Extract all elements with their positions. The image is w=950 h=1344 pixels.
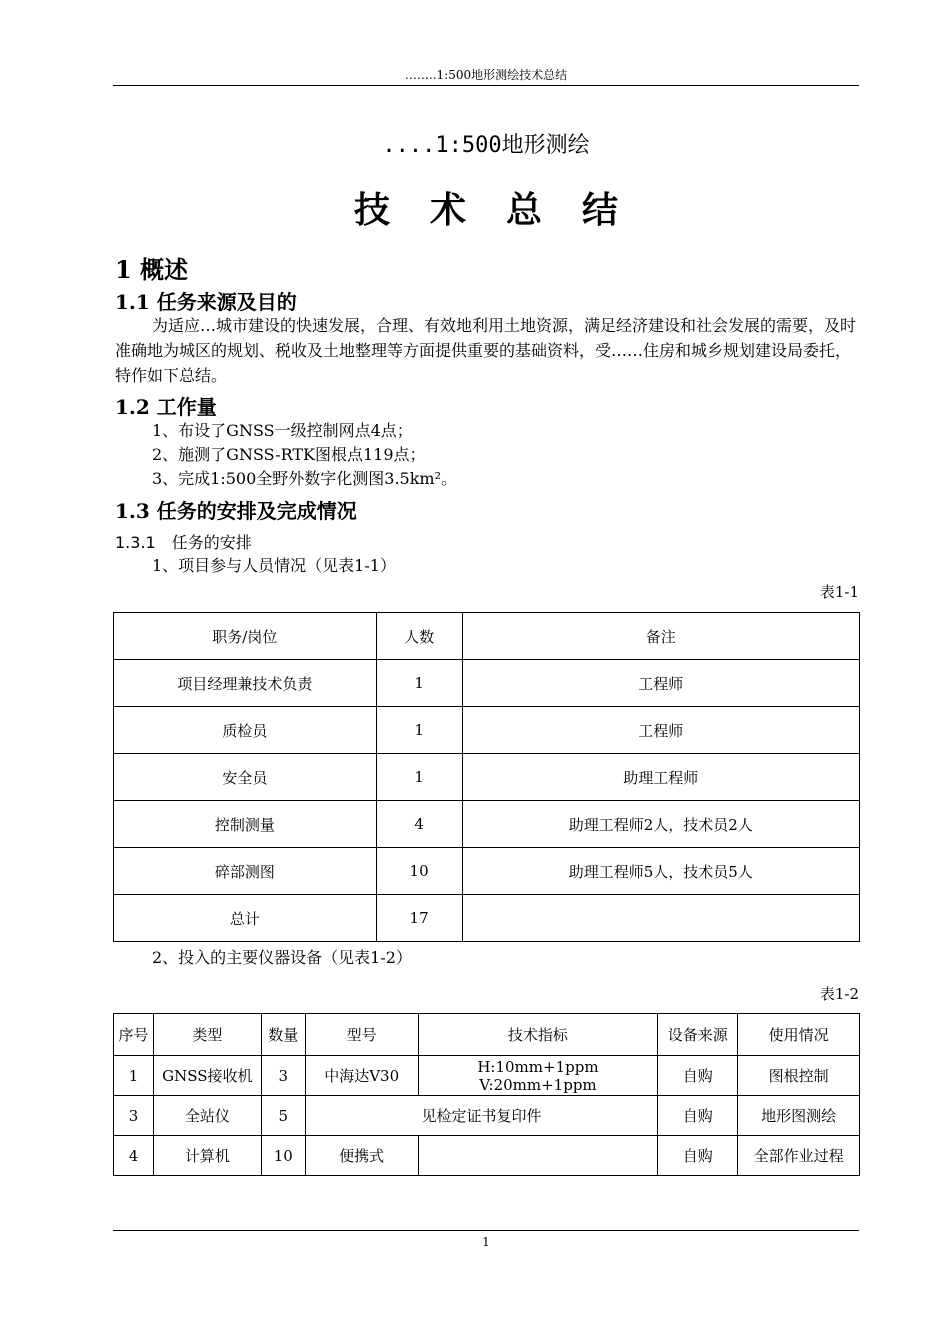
table-cell: 1: [114, 1056, 154, 1096]
section-1-heading: 1 概述: [115, 255, 189, 284]
table-cell: 4: [114, 1136, 154, 1176]
table-cell: 自购: [658, 1096, 738, 1136]
table-cell: 10: [376, 848, 462, 895]
table-1-1-caption: 表1-1: [819, 583, 859, 601]
table-cell: 自购: [658, 1056, 738, 1096]
document-title-line1: ....1:500地形测绘: [382, 133, 590, 158]
section-1-2-heading: 1.2 工作量: [115, 395, 217, 419]
section-1-3-1-heading: 1.3.1 任务的安排: [115, 533, 252, 552]
table-cell: 项目经理兼技术负责: [114, 660, 377, 707]
table-row: [114, 660, 860, 707]
table-cell: 安全员: [114, 754, 377, 801]
table-cell: 助理工程师: [462, 754, 859, 801]
table-cell: 1: [376, 754, 462, 801]
header-cell: 备注: [462, 613, 859, 660]
table-cell: 工程师: [462, 707, 859, 754]
table-cell: 10: [261, 1136, 305, 1176]
table-cell: 工程师: [462, 660, 859, 707]
table-cell: 1: [376, 660, 462, 707]
table-cell: 计算机: [153, 1136, 261, 1176]
table-cell: H:10mm+1ppm V:20mm+1ppm: [418, 1056, 658, 1096]
table-cell: 5: [261, 1096, 305, 1136]
table-cell: 便携式: [305, 1136, 418, 1176]
table-cell: [462, 895, 859, 942]
header-cell: 类型: [153, 1014, 261, 1056]
page-number: 1: [113, 1230, 859, 1249]
table-cell: 助理工程师5人，技术员5人: [462, 848, 859, 895]
table-row: [114, 1096, 860, 1136]
table-cell: 3: [261, 1056, 305, 1096]
table-cell: 3: [114, 1096, 154, 1136]
table-cell: 中海达V30: [305, 1056, 418, 1096]
table-cell: GNSS接收机: [153, 1056, 261, 1096]
table-cell: 助理工程师2人，技术员2人: [462, 801, 859, 848]
section-1-1-paragraph: 为适应…城市建设的快速发展，合理、有效地利用土地资源，满足经济建设和社会发展的需要，及时准确地为城区的规划、税收及土地整理等方面提供重要的基础资料，受……住房和城乡规划建设局委托，特作如下总结。: [115, 316, 857, 385]
table-cell: 图根控制: [738, 1056, 860, 1096]
table-cell: 4: [376, 801, 462, 848]
table-1-2-caption: 表1-2: [819, 985, 859, 1003]
table-row: [114, 707, 860, 754]
table-row: [114, 1136, 860, 1176]
header-cell: 人数: [376, 613, 462, 660]
header-cell: 型号: [305, 1014, 418, 1056]
table-row: [114, 848, 860, 895]
section-1-3-heading: 1.3 任务的安排及完成情况: [115, 499, 357, 523]
table-header-row: [114, 613, 860, 660]
workload-item: 2、施测了GNSS-RTK图根点119点；: [152, 445, 426, 464]
section-1-1-heading: 1.1 任务来源及目的: [115, 290, 297, 314]
document-title-line2: 技术总结: [353, 189, 658, 231]
table-cell: 总计: [114, 895, 377, 942]
table-cell: 质检员: [114, 707, 377, 754]
table-row: [114, 754, 860, 801]
table-cell: [418, 1136, 658, 1176]
table-cell: 地形图测绘: [738, 1096, 860, 1136]
table-cell: 碎部测图: [114, 848, 377, 895]
header-cell: 职务/岗位: [114, 613, 377, 660]
header-cell: 技术指标: [418, 1014, 658, 1056]
header-cell: 设备来源: [658, 1014, 738, 1056]
header-cell: 数量: [261, 1014, 305, 1056]
table-row: [114, 1056, 860, 1096]
table-cell: 全站仪: [153, 1096, 261, 1136]
table-cell: 控制测量: [114, 801, 377, 848]
header-cell: 序号: [114, 1014, 154, 1056]
table-row: [114, 801, 860, 848]
personnel-intro: 1、项目参与人员情况（见表1-1）: [152, 556, 396, 575]
table-header-row: [114, 1014, 860, 1056]
personnel-table: [113, 612, 860, 942]
page-header: ……..1:500地形测绘技术总结: [113, 66, 859, 86]
workload-item: 3、完成1:500全野外数字化测图3.5km²。: [152, 469, 458, 488]
table-cell: 17: [376, 895, 462, 942]
table-row: [114, 895, 860, 942]
equipment-table: [113, 1013, 860, 1176]
table-cell: 见检定证书复印件: [305, 1096, 658, 1136]
workload-item: 1、布设了GNSS一级控制网点4点；: [152, 421, 413, 440]
table-cell: 全部作业过程: [738, 1136, 860, 1176]
equipment-intro: 2、投入的主要仪器设备（见表1-2）: [152, 948, 412, 967]
table-cell: 自购: [658, 1136, 738, 1176]
table-cell: 1: [376, 707, 462, 754]
header-cell: 使用情况: [738, 1014, 860, 1056]
